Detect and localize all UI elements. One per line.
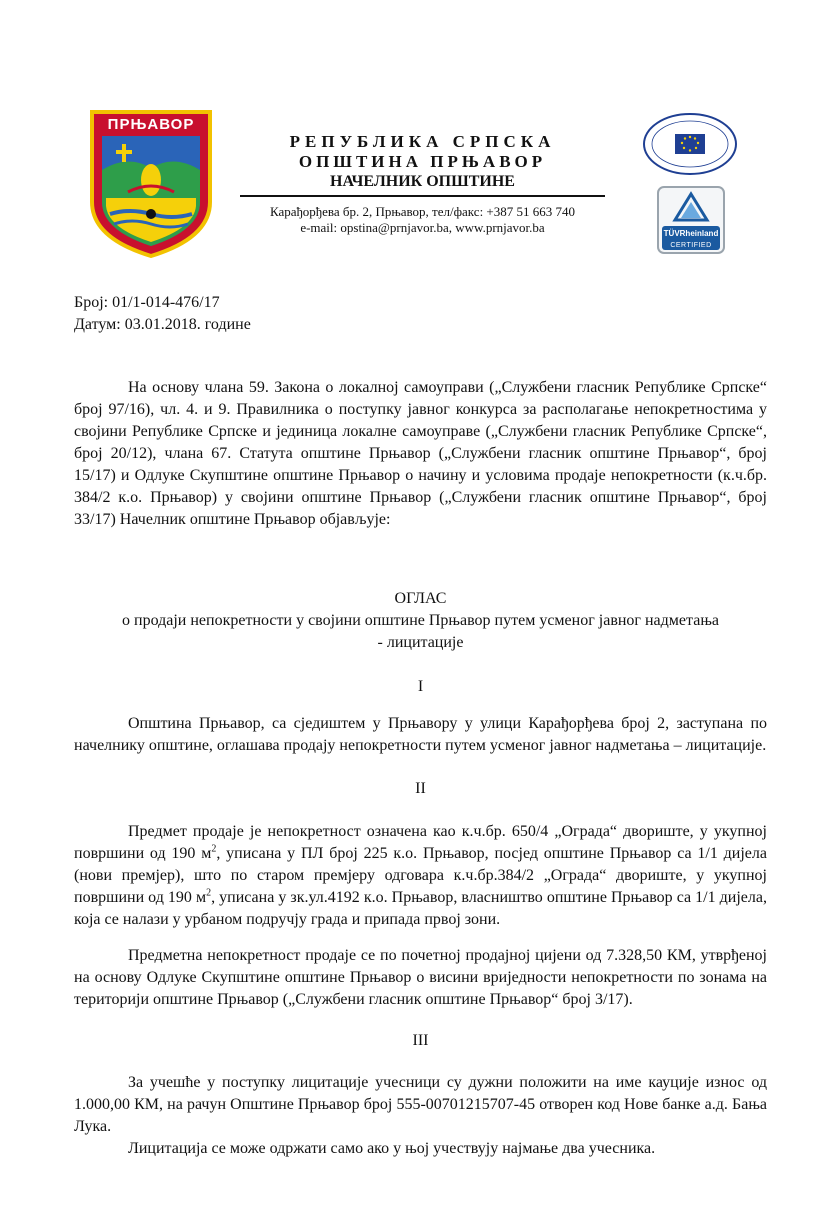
intro-paragraph: На основу члана 59. Закона о локалној самоуправи („Службени гласник Републике Српске“ број 97/16), чл. 4. и 9. Правилника о поступку јавног конкурса за располагање непокретностима у својини Републике Српске и јединица локалне самоуправе („Службени гласник Републике Српске“, број 20/12), члана 67. Статута општине Прњавор („Службени гласник општине Прњавор“, број 15/17) и Одлуке Скупштине општине Прњавор о начину и условима продаје непокретности (к.ч.бр. 384/2 к.о. Прњавор) у својини општине Прњавор („Службени гласник општине Прњавор“, број 33/17) Начелник општине Прњавор објављује:	[74, 379, 767, 528]
document-date: Датум: 03.01.2018. године	[74, 316, 251, 333]
eu-certification-badge-icon	[642, 112, 738, 176]
tuv-name: TÜVRheinland	[663, 229, 719, 238]
notice-subtitle: о продаји непокретности у својини општине Прњавор путем усменог јавног надметања	[122, 612, 719, 629]
tuv-certified-badge-icon	[657, 186, 725, 254]
notice-title: ОГЛАС	[394, 590, 447, 607]
header-municipality: ОПШТИНА ПРЊАВОР	[298, 152, 547, 171]
letterhead	[240, 132, 605, 192]
header-address: Карађорђева бр. 2, Прњавор, тел/факс: +387 51 663 740	[269, 204, 576, 219]
section-1-text: Општина Прњавор, са сједиштем у Прњавору у улици Карађорђева број 2, заступана по начелнику општине, оглашава продају непокретности путем усменог јавног надметања – лицитације.	[74, 715, 767, 754]
section-3-numeral: III	[412, 1032, 429, 1049]
document-number: Број: 01/1-014-476/17	[74, 294, 220, 311]
document-meta	[74, 292, 251, 336]
header-contact	[240, 204, 605, 236]
header-email-web: e-mail: opstina@prnjavor.ba, www.prnjavor.ba	[300, 220, 545, 235]
section-1-numeral: I	[417, 678, 424, 695]
section-2-paragraph-1: Предмет продаје је непокретност означена као к.ч.бр. 650/4 „Ограда“ двориште, у укупној површини од 190 $м^2$, уписана у ПЛ број 225 к.о. Прњавор, посјед општине Прњавор са 1/1 дијела (нови премјер), што по старом премјеру одговара к.ч.бр.384/2 „Ограда“ двориште, у укупној површини од 190 $м^2$, уписана у зк.ул.4192 к.о. Прњавор, власништво општине Прњавор са 1/1 дијела, која се налази у урбаном подручју града и припада првој зони.	[74, 823, 767, 928]
section-2-numeral: II	[415, 780, 426, 797]
header-republic: РЕПУБЛИКА СРПСКА	[289, 132, 556, 151]
coat-of-arms-icon	[88, 110, 214, 258]
tuv-certified-label: CERTIFIED	[670, 242, 712, 249]
header-divider	[240, 195, 605, 197]
coat-label: ПРЊАВОР	[107, 116, 195, 133]
section-2-paragraph-2: Предметна непокретност продаје се по почетној продајној цијени од 7.328,50 КМ, утврђеној на основу Одлуке Скупштине општине Прњавор о висини вриједности непокретности по зонама на територији општине Прњавор („Службени гласник општине Прњавор“ број 3/17).	[74, 947, 767, 1008]
section-3-paragraph-2: Лицитација се може одржати само ако у њој учествују најмање два учесника.	[128, 1140, 656, 1157]
notice-subtitle-cont: - лицитације	[377, 634, 464, 651]
header-mayor: НАЧЕЛНИК ОПШТИНЕ	[330, 173, 515, 190]
section-3-paragraph-1: За учешће у поступку лицитације учесници су дужни положити на име кауције износ од 1.000,00 КМ, на рачун Општине Прњавор број 555-00701215707-45 отворен код Нове банке а.д. Бања Лука.	[74, 1074, 767, 1135]
